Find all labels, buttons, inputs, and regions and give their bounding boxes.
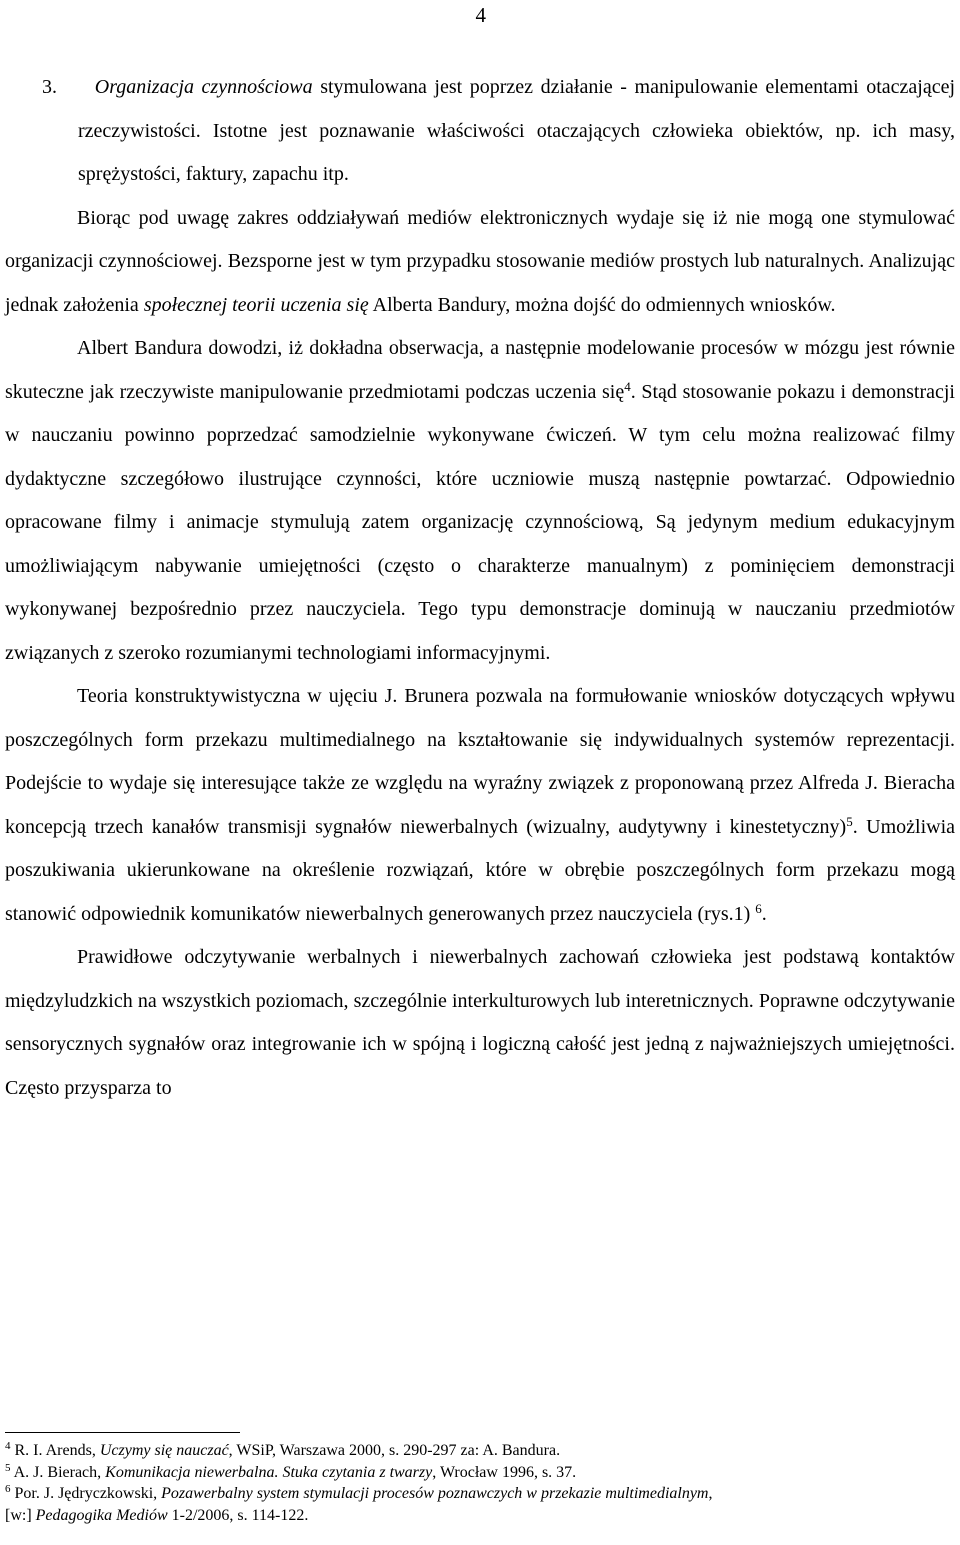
footnote-pages: 1-2/2006, s. 114-122. [171,1506,309,1524]
paragraph-3 [5,675,955,936]
footnote-5 [5,1462,955,1484]
paragraph-3-text-c: . [761,902,767,925]
list-text: stymulowana jest poprzez działanie - manipulowanie elementami otaczającej rzeczywistości. Istotne jest poznawanie właściwości otaczających człowieka obiektów, np. ich masy, sprężystości, faktury, zapachu itp. [78,76,956,185]
footnotes [5,1440,955,1526]
footnote-divider [5,1432,240,1433]
footnote-number: 5 [5,1461,11,1474]
footnote-ref-5[interactable]: 5 [846,813,853,829]
list-item-3 [5,66,955,197]
paragraph-1-text-a: Biorąc pod uwagę zakres oddziaływań mediów elektronicznych wydaje się iż nie mogą one stymulować organizacji czynnościowej. Bezsporne jest w tym przypadku stosowanie mediów prostych lub naturalnych. Analizując jednak założenia [5,206,955,316]
list-term: Organizacja czynnościowa [94,76,313,98]
footnote-author: R. I. Arends, [14,1442,96,1459]
body-text [5,66,955,1110]
paragraph-1-italic: społecznej teorii uczenia się [143,293,369,316]
footnote-title: Pozawerbalny system stymulacji procesów poznawczych w przekazie multimedialnym [161,1485,709,1502]
paragraph-2 [5,327,955,675]
footnote-ref-4[interactable]: 4 [624,378,631,394]
footnote-author: A. J. Bierach, [13,1463,102,1481]
footnote-source-prefix: [w:] [5,1506,32,1524]
footnote-6 [5,1483,955,1526]
page-number: 4 [475,3,486,27]
footnote-details: , Wrocław 1996, s. 37. [432,1463,577,1481]
footnote-ref-6[interactable]: 6 [755,900,762,916]
paragraph-1 [5,197,955,328]
footnote-number: 6 [5,1483,11,1495]
paragraph-1-text-b: Alberta Bandury, można dojść do odmiennych wniosków. [372,293,836,316]
paragraph-3-text-a: Teoria konstruktywistyczna w ujęciu J. Brunera pozwala na formułowanie wniosków dotyczących wpływu poszczególnych form przekazu multimedialnego na kształtowanie się indywidualnych systemów reprezentacji. Podejście to wydaje się interesujące także ze względu na wyraźny związek z proponowaną przez Alfreda J. Bieracha koncepcją trzech kanałów transmisji sygnałów niewerbalnych (wizualny, audytywny i kinestetyczny) [5,685,955,838]
paragraph-2-text-a: Albert Bandura dowodzi, iż dokładna obserwacja, a następnie modelowanie procesów w mózgu jest równie skuteczne jak rzeczywiste manipulowanie przedmiotami podczas uczenia się [5,337,955,403]
footnote-4 [5,1440,955,1462]
footnote-author: Por. J. Jędryczkowski, [14,1485,158,1502]
paragraph-3-text-b: . Umożliwia poszukiwania ukierunkowane na określenie rozwiązań, które w obrębie poszczególnych form przekazu mogą stanowić odpowiednik komunikatów niewerbalnych generowanych przez nauczyciela (rys.1) [5,815,955,925]
paragraph-2-text-b: . Stąd stosowanie pokazu i demonstracji w nauczaniu powinno poprzedzać samodzielnie wykonywane ćwiczeń. W tym celu można realizować filmy dydaktyczne szczegółowo ilustrujące czynności, które uczniowie muszą następnie powtarzać. Odpowiednio opracowane filmy i animacje stymulują zatem organizację czynnościową, Są jedynym medium edukacyjnym umożliwiającym nabywanie umiejętności (często o charakterze manualnym) z pominięciem demonstracji wykonywanej bezpośrednio przez nauczyciela. Tego typu demonstracje dominują w nauczaniu przedmiotów związanych z szeroko rozumianymi technologiami informacyjnymi. [5,380,955,664]
footnote-title: Uczymy się nauczać [99,1442,229,1459]
footnote-title: Komunikacja niewerbalna. Stuka czytania z twarzy [105,1463,433,1481]
footnote-number: 4 [5,1440,11,1452]
footnote-details: , [708,1485,713,1502]
list-number: 3. [42,76,57,98]
footnote-journal: Pedagogika Mediów [35,1506,168,1524]
paragraph-4-text: Prawidłowe odczytywanie werbalnych i niewerbalnych zachowań człowieka jest podstawą kontaktów międzyludzkich na wszystkich poziomach, szczególnie interkulturowych lub interetnicznych. Poprawne odczytywanie sensorycznych sygnałów oraz integrowanie ich w spójną i logiczną całość jest jedną z najważniejszych umiejętności. Często przysparza to [5,946,955,1099]
footnote-details: , WSiP, Warszawa 2000, s. 290-297 za: A. Bandura. [228,1442,561,1459]
paragraph-4 [5,936,955,1110]
